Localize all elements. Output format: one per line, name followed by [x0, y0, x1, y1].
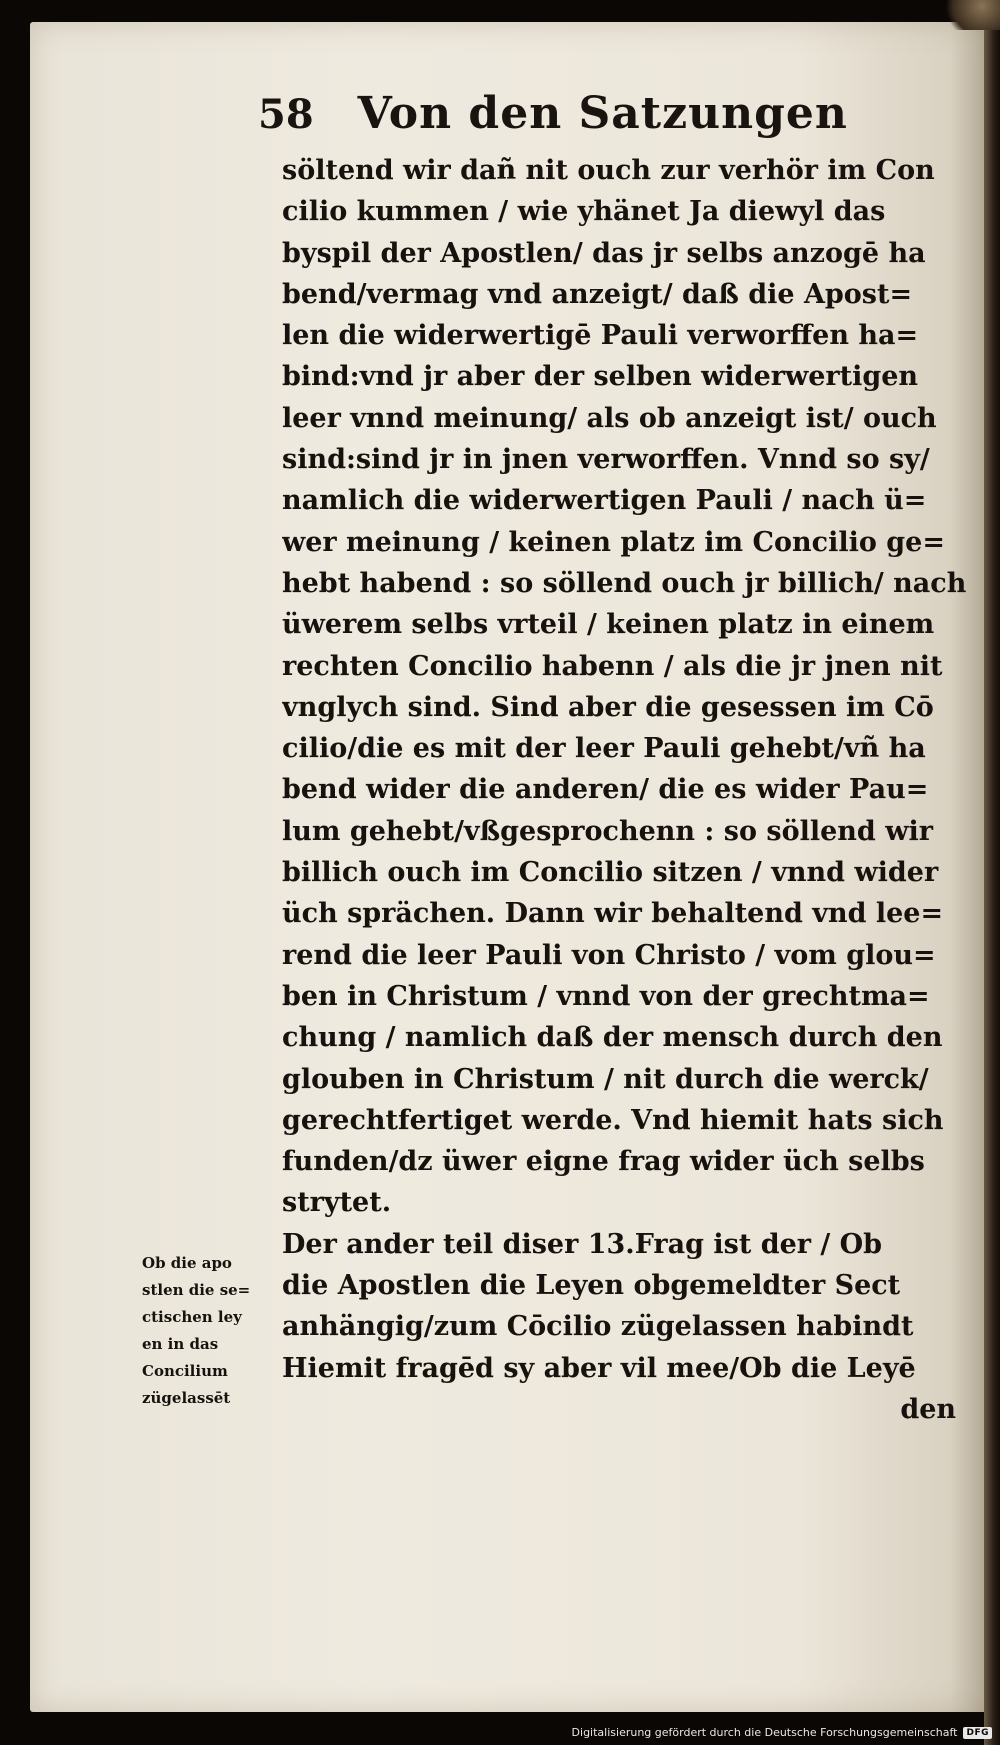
digitization-footer [572, 1726, 992, 1739]
margin-note-line: en in das [142, 1335, 219, 1353]
text-line: cilio/die es mit der leer Pauli gehebt/vñ ha [282, 733, 926, 765]
margin-note-line: stlen die se= [142, 1281, 251, 1299]
text-line: den [900, 1393, 956, 1425]
text-line: hebt habend : so söllend ouch jr billich/ nach [282, 567, 967, 599]
text-line: gerechtfertiget werde. Vnd hiemit hats sich [282, 1104, 944, 1136]
text-line: rechten Concilio habenn / als die jr jnen nit [282, 650, 943, 682]
page-header [258, 88, 878, 148]
margin-note-line: ctischen ley [142, 1308, 242, 1326]
text-line: strytet. [282, 1187, 392, 1219]
page-edge [984, 0, 1000, 1745]
dfg-logo-icon: DFG [963, 1727, 992, 1739]
margin-note [142, 1250, 282, 1412]
text-line: rend die leer Pauli von Christo / vom glou= [282, 939, 936, 971]
text-line: namlich die widerwertigen Pauli / nach ü= [282, 485, 927, 517]
running-title: Von den Satzungen [357, 88, 848, 139]
text-line: söltend wir dañ nit ouch zur verhör im Con [282, 155, 935, 186]
text-line: ben in Christum / vnnd von der grechtma= [282, 980, 930, 1012]
text-line: die Apostlen die Leyen obgemeldter Sect [282, 1270, 901, 1302]
text-line: byspil der Apostlen/ das jr selbs anzogē ha [282, 237, 926, 269]
text-line: üch sprächen. Dann wir behaltend vnd lee= [282, 898, 944, 930]
text-line: bind:vnd jr aber der selben widerwertigen [282, 361, 919, 393]
text-line: billich ouch im Concilio sitzen / vnnd wider [282, 857, 939, 889]
text-line: bend wider die anderen/ die es wider Pau= [282, 774, 929, 806]
text-line: sind:sind jr in jnen verworffen. Vnnd so sy/ [282, 444, 930, 476]
text-line: funden/dz üwer eigne frag wider üch selbs [282, 1146, 925, 1178]
margin-note-line: Concilium [142, 1362, 228, 1380]
margin-note-line: Ob die apo [142, 1254, 232, 1272]
margin-note-line: zügelassēt [142, 1389, 231, 1407]
corner-wear [940, 0, 1000, 30]
text-line: len die widerwertigē Pauli verworffen ha= [282, 320, 919, 352]
text-line: cilio kummen / wie yhänet Ja diewyl das [282, 196, 886, 228]
text-line: glouben in Christum / nit durch die werck/ [282, 1063, 929, 1095]
text-line: Hiemit fragēd sy aber vil mee/Ob die Leyē [282, 1352, 916, 1384]
page-number: 58 [258, 91, 314, 138]
text-line: bend/vermag vnd anzeigt/ daß die Apost= [282, 278, 913, 310]
text-line: vnglych sind. Sind aber die gesessen im Cō [282, 691, 934, 723]
footer-credit: Digitalisierung gefördert durch die Deutsche Forschungsgemeinschaft [571, 1726, 958, 1739]
text-line: wer meinung / keinen platz im Concilio ge= [282, 526, 945, 558]
text-line: üwerem selbs vrteil / keinen platz in einem [282, 609, 935, 641]
text-line: Der ander teil diser 13.Frag ist der / Ob [282, 1228, 883, 1260]
text-line: leer vnnd meinung/ als ob anzeigt ist/ ouch [282, 402, 937, 434]
body-text [282, 150, 972, 1430]
text-line: anhängig/zum Cōcilio zügelassen habindt [282, 1311, 914, 1343]
text-line: chung / namlich daß der mensch durch den [282, 1022, 943, 1054]
text-line: lum gehebt/vßgesprochenn : so söllend wir [282, 815, 933, 847]
